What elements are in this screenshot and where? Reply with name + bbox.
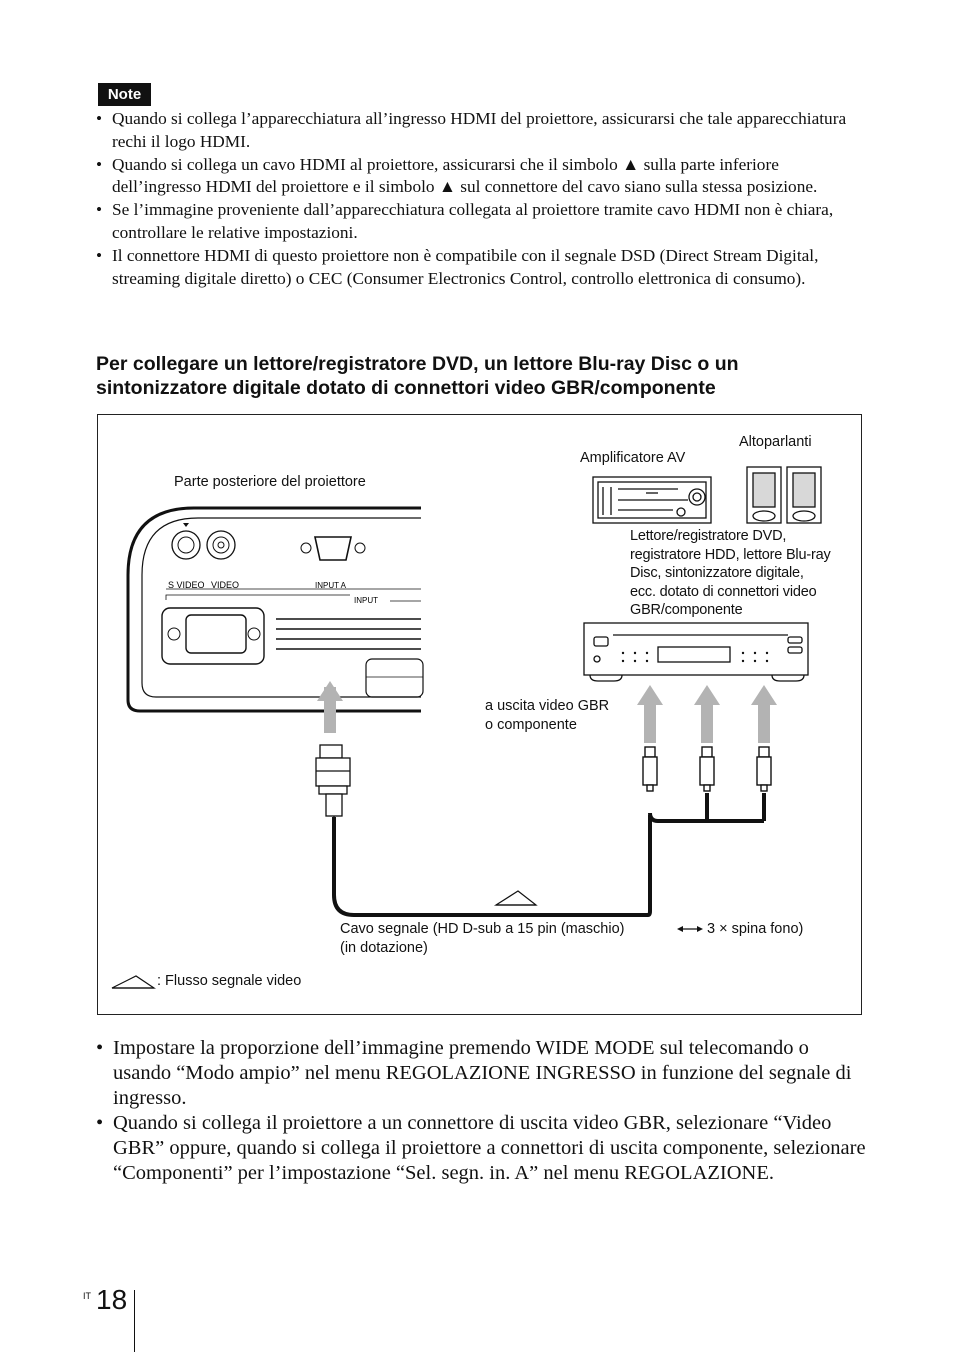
legend-flow-symbol	[112, 976, 154, 988]
note-item: • Quando si collega l’apparecchiatura all’ingresso HDMI del proiettore, assicurarsi che tale apparecchiatura rechi il logo HDMI.	[96, 108, 866, 154]
page-language: IT	[83, 1291, 91, 1301]
page-number: 18	[96, 1284, 128, 1315]
player-label-line: Lettore/registratore DVD,	[630, 528, 787, 544]
video-label: VIDEO	[211, 580, 240, 590]
player-label-line: GBR/componente	[630, 602, 743, 618]
connection-diagram	[97, 414, 862, 1015]
cable-label-part1: Cavo segnale (HD D-sub a 15 pin (maschio)	[340, 921, 625, 937]
cable-label-line2: (in dotazione)	[340, 940, 428, 956]
player-label-line: Disc, sintonizzatore digitale,	[630, 565, 804, 581]
body-item: • Impostare la proporzione dell’immagine premendo WIDE MODE sul telecomando o usando “Modo ampio” nel menu REGOLAZIONE INGRESSO in funzione del segnale di ingresso.	[96, 1036, 871, 1111]
flow-arrows-player	[637, 685, 777, 743]
page-divider	[134, 1290, 135, 1352]
projector-rear-panel	[128, 508, 423, 711]
output-label	[485, 697, 609, 734]
body-item: • Quando si collega il proiettore a un connettore di uscita video GBR, selezionare “Video GBR” oppure, quando si collega il proiettore a connettori di uscita componente, selezionare “Componenti” per l’impostazione “Sel. segn. in. A” nel menu REGOLAZIONE.	[96, 1111, 871, 1186]
note-item: • Quando si collega un cavo HDMI al proiettore, assicurarsi che il simbolo ▲ sulla parte inferiore dell’ingresso HDMI del proiettore e il simbolo ▲ sul connettore del cavo siano sulla stessa posizione.	[96, 154, 866, 200]
output-label-line: a uscita video GBR	[485, 698, 610, 714]
player-label	[630, 527, 831, 620]
flow-direction-symbol	[496, 891, 536, 905]
cable-label-part2: 3 × spina fono)	[707, 921, 804, 937]
note-badge: Note	[98, 83, 151, 106]
output-label-line: o componente	[485, 716, 577, 733]
phono-plugs	[643, 747, 771, 791]
section-heading: Per collegare un lettore/registratore DVD, un lettore Blu-ray Disc o un sintonizzatore digitale dotato di connettori video GBR/componente	[96, 353, 739, 399]
note-item: • Se l’immagine proveniente dall’apparecchiatura collegata al proiettore tramite cavo HDMI non è chiara, controllare le relative impostazioni.	[96, 199, 866, 245]
signal-cable	[334, 815, 650, 915]
projector-rear-label: Parte posteriore del proiettore	[174, 474, 366, 490]
input-label: INPUT	[354, 596, 378, 605]
av-amplifier	[593, 477, 711, 523]
player-label-line: ecc. dotato di connettori video	[630, 583, 817, 600]
flow-arrow-projector	[317, 681, 343, 733]
note-list	[96, 108, 866, 290]
svideo-label: S VIDEO	[168, 580, 205, 590]
speakers-label: Altoparlanti	[739, 434, 812, 450]
amplifier-label: Amplificatore AV	[580, 450, 686, 466]
legend-label: : Flusso segnale video	[157, 973, 302, 989]
note-item: • Il connettore HDMI di questo proiettore non è compatibile con il segnale DSD (Direct Stream Digital, streaming digitale diretto) o CEC (Consumer Electronics Control, controllo elettronica di consumo).	[96, 245, 866, 291]
input-a-label: INPUT A	[315, 581, 346, 590]
player-label-line: registratore HDD, lettore Blu-ray	[630, 546, 831, 563]
dvd-player	[584, 623, 808, 681]
body-list	[96, 1036, 871, 1186]
double-arrow-icon	[677, 926, 703, 932]
speakers	[747, 467, 821, 523]
